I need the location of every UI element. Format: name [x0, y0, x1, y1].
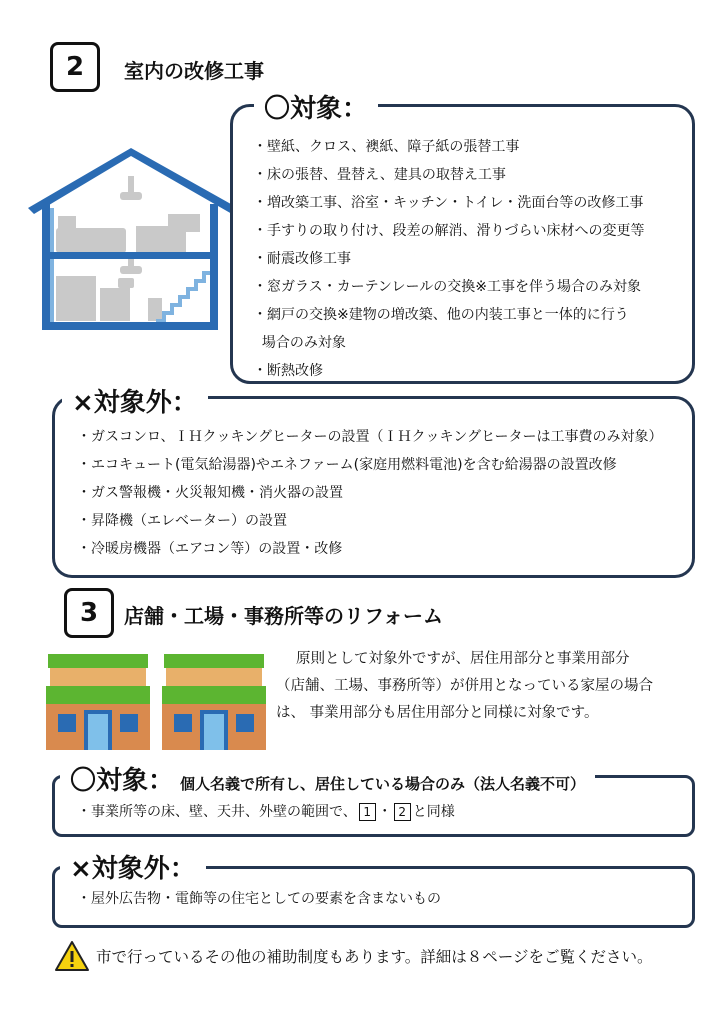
excluded-item-business: ・屋外広告物・電飾等の住宅としての要素を含まないもの [77, 891, 441, 907]
list-item: ・ガスコンロ、ＩＨクッキングヒーターの設置（ＩＨクッキングヒーターは工事費のみ対象） [77, 429, 663, 445]
list-item: ・エコキュート(電気給湯器)やエネファーム(家庭用燃料電池)を含む給湯器の設置改修 [77, 457, 617, 473]
list-item: ・増改築工事、浴室・キッチン・トイレ・洗面台等の改修工事 [253, 195, 644, 211]
target-panel-interior [230, 104, 695, 384]
target-label-business: 〇対象： 個人名義で所有し、居住している場合のみ（法人名義不可） [60, 760, 595, 797]
section-2-title: 室内の改修工事 [124, 59, 264, 83]
target-list-interior [253, 133, 644, 385]
notice [54, 940, 652, 972]
notice-text: 市で行っているその他の補助制度もあります。詳細は８ページをご覧ください。 [96, 948, 653, 966]
section-3-title: 店舗・工場・事務所等のリフォーム [124, 604, 443, 628]
excluded-label: ×対象外： [62, 382, 208, 419]
list-item: ・網戸の交換※建物の増改築、他の内装工事と一体的に行う [253, 307, 629, 323]
target-label: 〇対象： [254, 88, 378, 125]
list-item: ・床の張替、畳替え、建具の取替え工事 [253, 167, 506, 183]
list-item: ・手すりの取り付け、段差の解消、滑りづらい床材への変更等 [253, 223, 645, 239]
excluded-list-interior [77, 423, 662, 563]
list-item: ・冷暖房機器（エアコン等）の設置・改修 [77, 541, 343, 557]
target-item-business: ・事業所等の床、壁、天井、外壁の範囲で、 1 ・ 2 と同様 [77, 804, 455, 820]
section-number-2: 2 [50, 42, 100, 92]
shop-illustration [44, 652, 268, 752]
warning-icon [54, 940, 90, 972]
excluded-label-business: ×対象外： [60, 848, 206, 885]
house-cross-section-illustration [28, 148, 238, 338]
list-item: ・壁紙、クロス、襖紙、障子紙の張替工事 [253, 139, 520, 155]
section-3-description: 原則として対象外ですが、居住用部分と事業用部分 （店舗、工場、事務所等）が併用となっている家屋の場合 は、 事業用部分も居住用部分と同様に対象です。 [276, 651, 653, 721]
list-item: ・昇降機（エレベーター）の設置 [77, 513, 287, 529]
excluded-panel-interior [52, 396, 695, 578]
list-item: ・窓ガラス・カーテンレールの交換※工事を伴う場合のみ対象 [253, 279, 641, 295]
section-number-3: 3 [64, 588, 114, 638]
list-item: ・ガス警報機・火災報知機・消火器の設置 [77, 485, 343, 501]
list-item: ・断熱改修 [253, 363, 323, 379]
list-item: 場合のみ対象 [253, 335, 346, 351]
list-item: ・耐震改修工事 [253, 251, 351, 267]
